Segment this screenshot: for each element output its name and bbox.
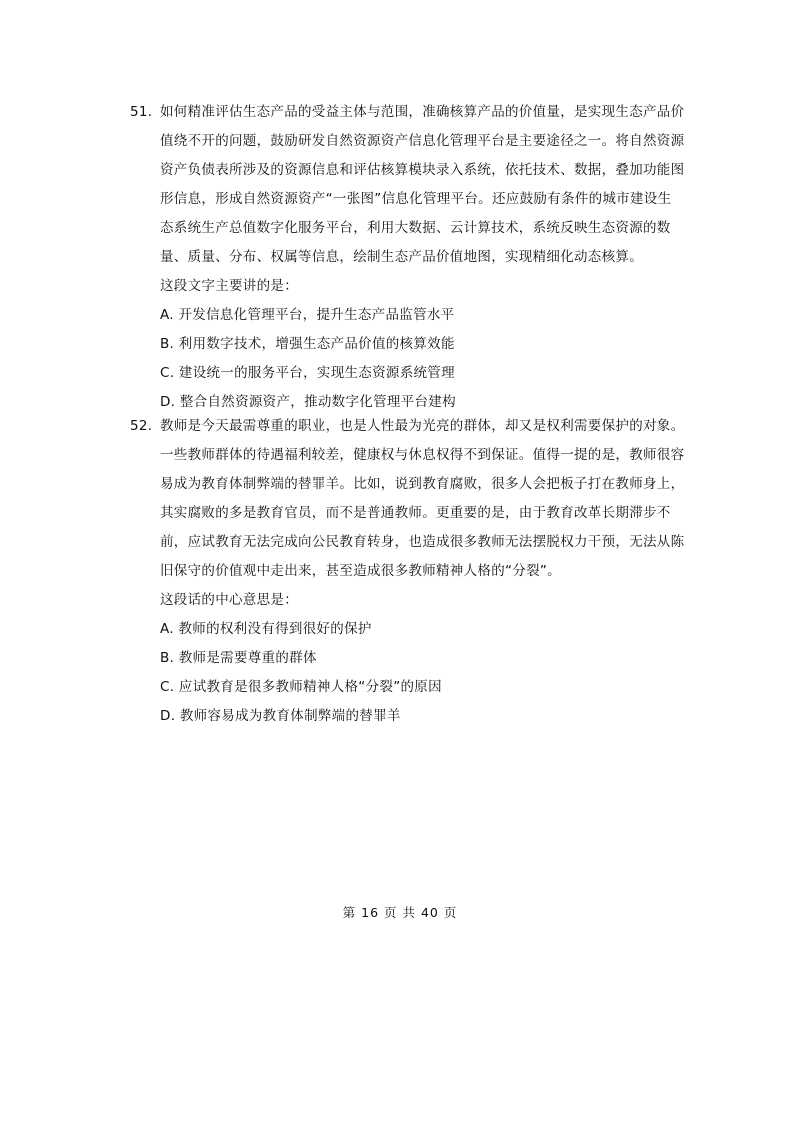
question-stem-line: 形信息，形成自然资源资产“一张图”信息化管理平台。还应鼓励有条件的城市建设生 — [160, 191, 672, 207]
question-stem-line: 一些教师群体的待遇福利较差，健康权与休息权得不到保证。值得一提的是，教师很容 — [160, 447, 685, 463]
question-52 — [130, 412, 685, 731]
question-stem-line: 量、质量、分布、权属等信息，绘制生态产品价值地图，实现精细化动态核算。 — [160, 249, 643, 265]
option-d: D. 教师容易成为教育体制弊端的替罪羊 — [160, 708, 401, 724]
question-stem-line: 51. 如何精准评估生态产品的受益主体与范围，准确核算产品的价值量，是实现生态产品价 — [130, 98, 670, 127]
option-c: C. 应试教育是很多教师精神人格“分裂”的原因 — [160, 679, 442, 695]
question-prompt: 这段文字主要讲的是： — [160, 278, 298, 294]
question-prompt: 这段话的中心意思是： — [160, 592, 298, 608]
question-stem-line: 值绕不开的问题，鼓励研发自然资源资产信息化管理平台是主要途径之一。将自然资源 — [160, 133, 685, 149]
question-stem-line: 52. 教师是今天最需尊重的职业，也是人性最为光亮的群体，却又是权利需要保护的对象。 — [130, 412, 670, 441]
option-b: B. 利用数字技术，增强生态产品价值的核算效能 — [160, 336, 455, 352]
question-stem-line: 其实腐败的多是教育官员，而不是普通教师。更重要的是，由于教育改革长期滞步不 — [160, 505, 671, 521]
question-51 — [130, 98, 685, 417]
question-stem-line: 易成为教育体制弊端的替罪羊。比如，说到教育腐败，很多人会把板子打在教师身上， — [160, 476, 685, 492]
question-stem-line: 资产负债表所涉及的资源信息和评估核算模块录入系统，依托技术、数据，叠加功能图 — [160, 162, 685, 178]
question-stem-line: 旧保守的价值观中走出来，甚至造成很多教师精神人格的“分裂”。 — [160, 563, 561, 579]
option-d: D. 整合自然资源资产，推动数字化管理平台建构 — [160, 394, 456, 410]
option-a: A. 教师的权利没有得到很好的保护 — [160, 621, 372, 637]
page-footer: 第 16 页 共 40 页 — [342, 905, 458, 920]
question-stem-line: 前，应试教育无法完成向公民教育转身，也造成很多教师无法摆脱权力干预，无法从陈 — [160, 534, 685, 550]
option-c: C. 建设统一的服务平台，实现生态资源系统管理 — [160, 365, 455, 381]
question-number: 52. — [130, 418, 153, 434]
question-stem-line: 态系统生产总值数字化服务平台，利用大数据、云计算技术，系统反映生态资源的数 — [160, 220, 671, 236]
option-a: A. 开发信息化管理平台，提升生态产品监管水平 — [160, 307, 455, 323]
question-number: 51. — [130, 104, 153, 120]
option-b: B. 教师是需要尊重的群体 — [160, 650, 317, 666]
